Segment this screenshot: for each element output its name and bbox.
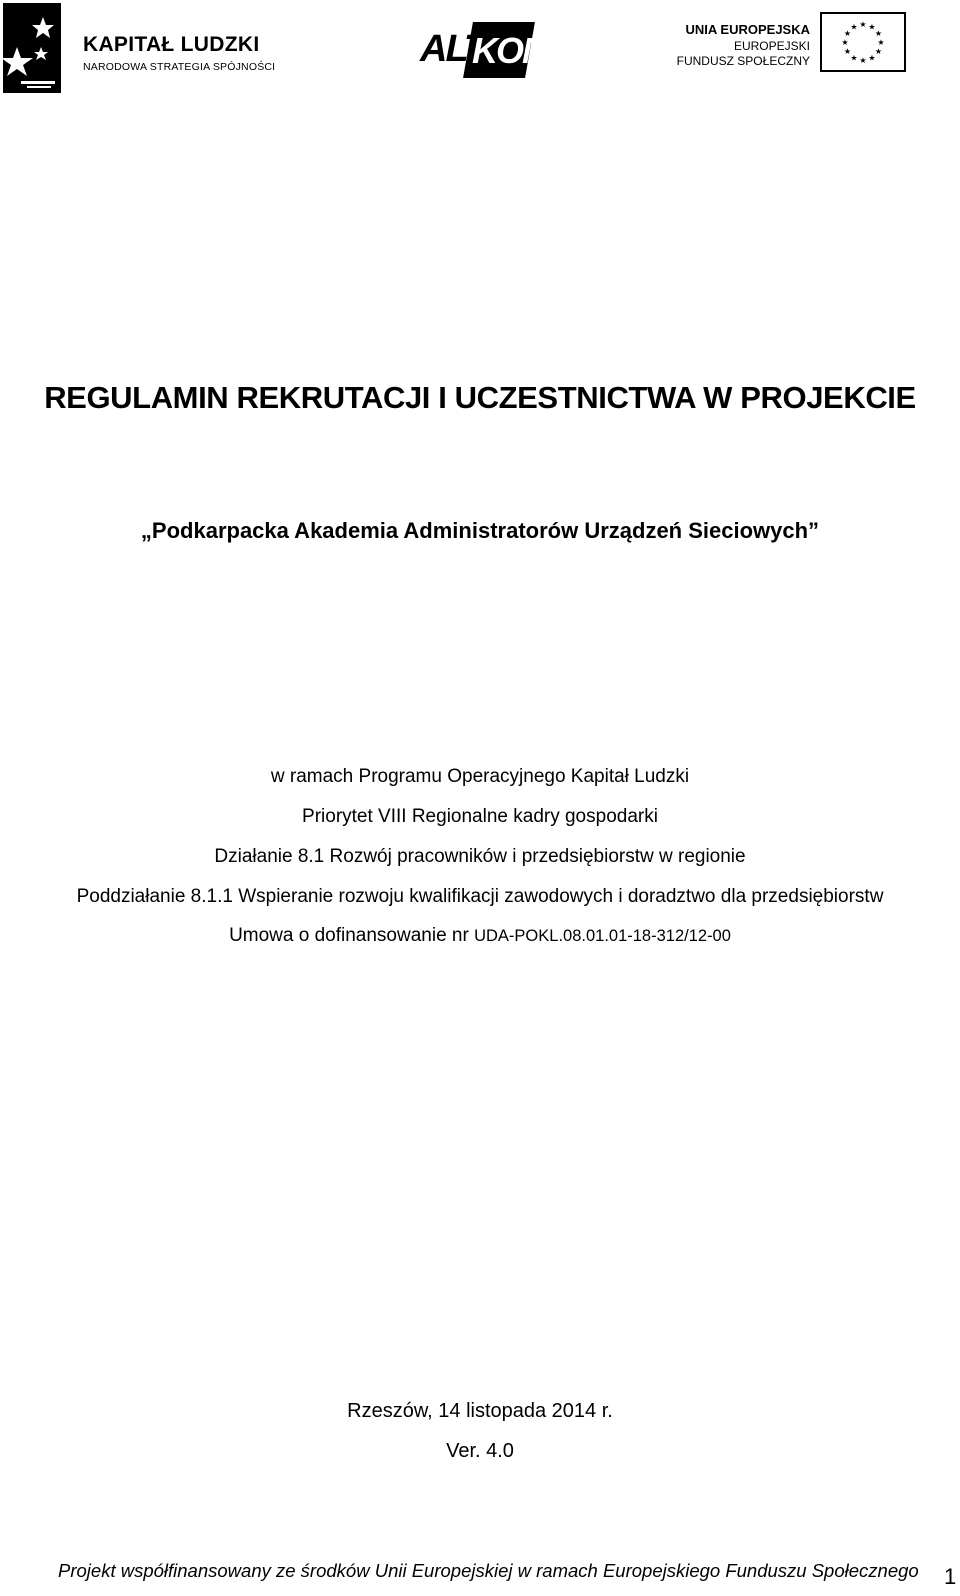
- eu-logo-line1: UNIA EUROPEJSKA: [685, 22, 810, 37]
- document-title: REGULAMIN REKRUTACJI I UCZESTNICTWA W PROJEKCIE: [44, 380, 916, 415]
- program-line: w ramach Programu Operacyjnego Kapitał Ludzki: [270, 766, 690, 787]
- kapital-ludzki-title: KAPITAŁ LUDZKI: [83, 33, 260, 56]
- svg-text:★: ★: [843, 47, 852, 56]
- svg-text:★: ★: [877, 38, 885, 47]
- svg-text:★: ★: [859, 56, 867, 65]
- eu-logo-line3: FUNDUSZ SPOŁECZNY: [676, 54, 810, 68]
- page-number: 1: [944, 1564, 957, 1589]
- document-version: Ver. 4.0: [446, 1440, 514, 1462]
- contract-label: Umowa o dofinansowanie nr: [229, 925, 469, 946]
- eu-flag-icon: [820, 12, 906, 72]
- kapital-ludzki-subtitle: NARODOWA STRATEGIA SPÓJNOŚCI: [83, 61, 276, 73]
- altkom-logo-part1: ALT: [420, 28, 486, 70]
- svg-text:★: ★: [868, 22, 876, 32]
- subaction-line: Poddziałanie 8.1.1 Wspieranie rozwoju kwalifikacji zawodowych i doradztwo dla przedsiębiorstw: [76, 886, 884, 907]
- svg-text:★: ★: [850, 53, 858, 63]
- eu-logo-line2: EUROPEJSKI: [733, 39, 810, 53]
- footer-text: Projekt współfinansowany ze środków Unii Europejskiej w ramach Europejskiego Funduszu Społecznego: [58, 1560, 919, 1581]
- svg-text:★: ★: [843, 29, 852, 38]
- kapital-ludzki-star-icon: [3, 3, 61, 93]
- project-name: „Podkarpacka Akademia Administratorów Urządzeń Sieciowych”: [140, 518, 820, 543]
- kapital-ludzki-logo: [3, 3, 283, 93]
- svg-text:★: ★: [850, 22, 858, 32]
- svg-text:★: ★: [859, 20, 867, 29]
- contract-line: [0, 925, 960, 947]
- altkom-logo-part2: KOM: [472, 30, 550, 71]
- svg-text:★: ★: [874, 47, 883, 56]
- svg-text:★: ★: [874, 29, 883, 38]
- document-date: Rzeszów, 14 listopada 2014 r.: [347, 1400, 613, 1422]
- eu-stars-icon: [822, 14, 904, 70]
- priority-line: Priorytet VIII Regionalne kadry gospodarki: [302, 806, 658, 827]
- contract-number: UDA-POKL.08.01.01-18-312/12-00: [474, 927, 731, 945]
- altkom-logo: [420, 20, 550, 82]
- svg-text:★: ★: [841, 38, 849, 47]
- unia-europejska-logo: [676, 10, 920, 80]
- svg-text:★: ★: [868, 53, 876, 63]
- action-line: Działanie 8.1 Rozwój pracowników i przedsiębiorstw w regionie: [214, 846, 746, 867]
